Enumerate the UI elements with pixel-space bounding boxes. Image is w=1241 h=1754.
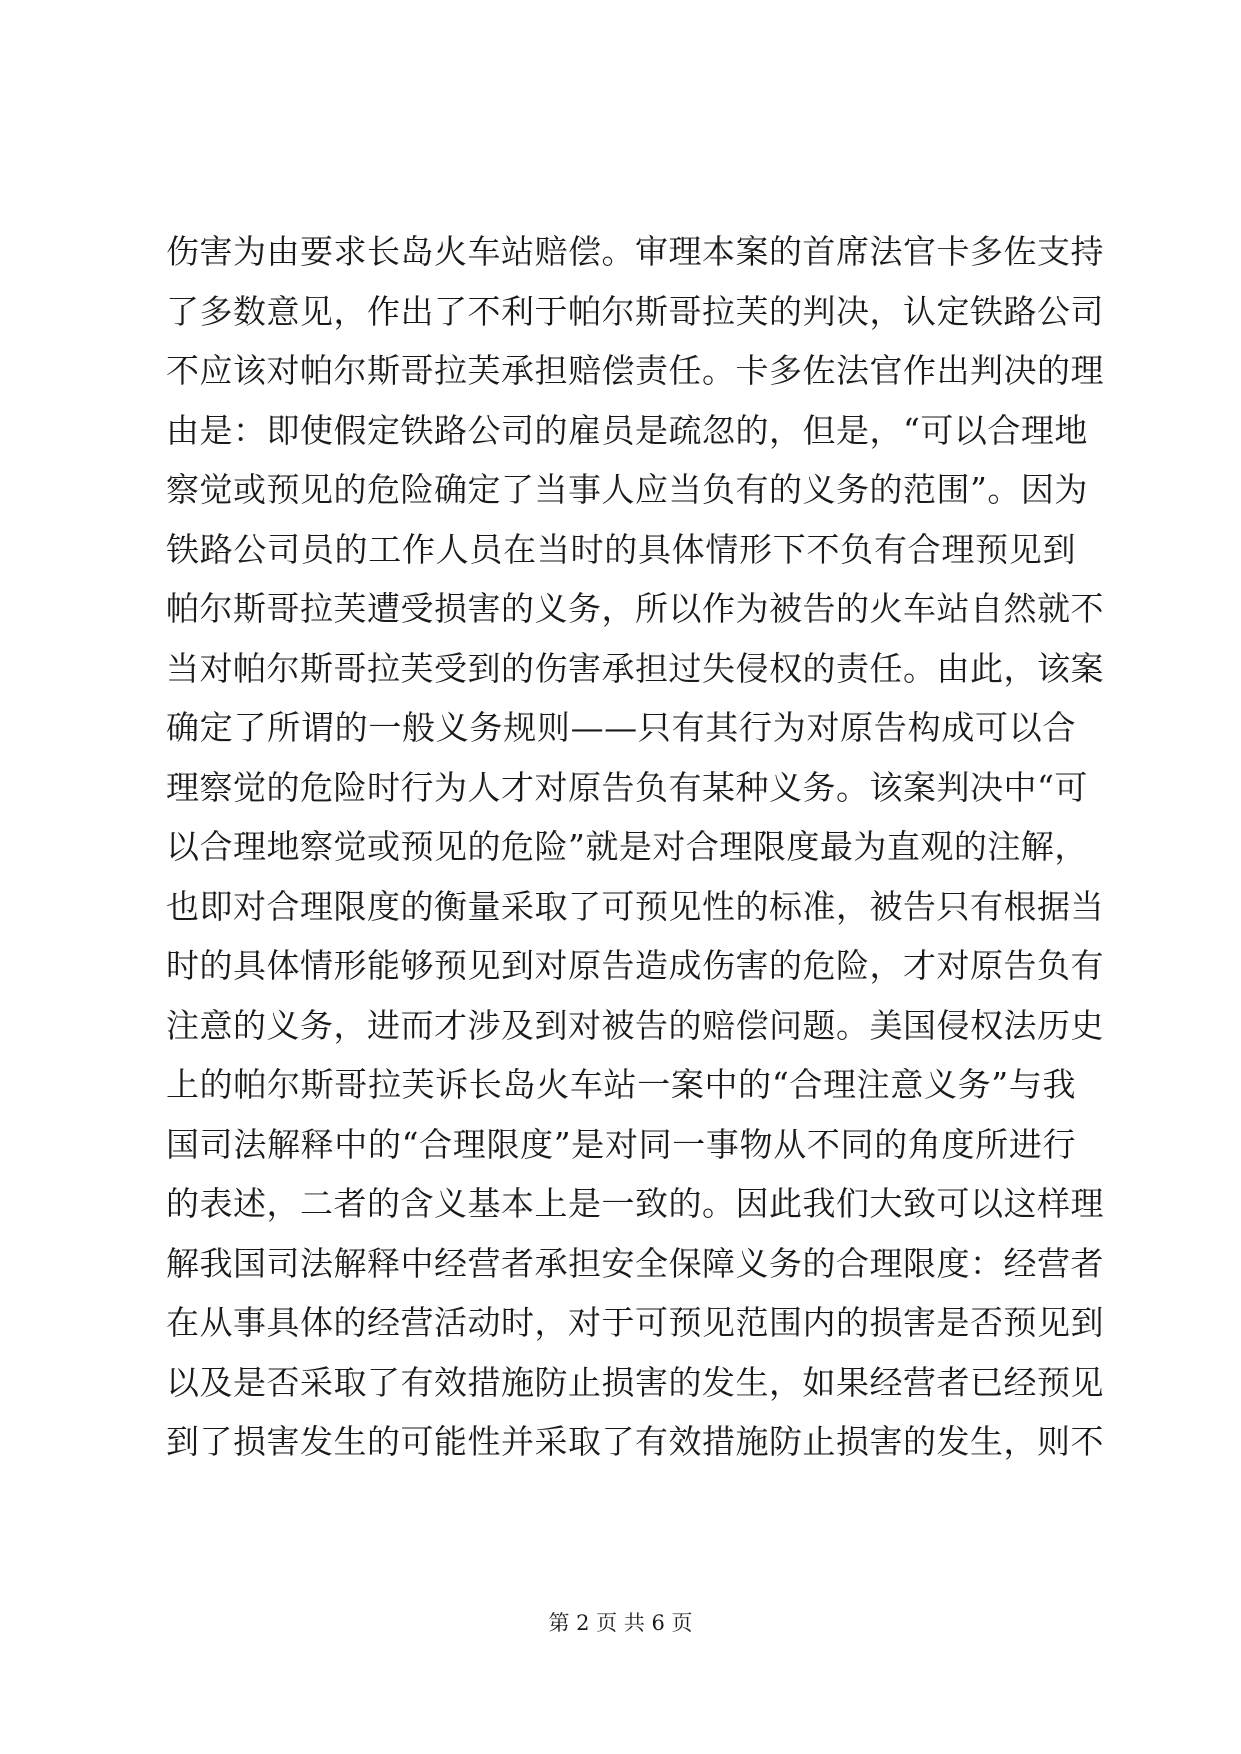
text-line: 在从事具体的经营活动时，对于可预见范围内的损害是否预见到 xyxy=(166,1303,1104,1342)
text-line: 国司法解释中的“合理限度”是对同一事物从不同的角度所进行 xyxy=(166,1124,1076,1164)
text-line: 理察觉的危险时行为人才对原告负有某种义务。该案判决中“可 xyxy=(166,767,1088,807)
text-line: 当对帕尔斯哥拉芙受到的伤害承担过失侵权的责任。由此，该案 xyxy=(166,648,1104,688)
body-paragraph xyxy=(166,222,1104,1472)
text-line: 时的具体情形能够预见到对原告造成伤害的危险，才对原告负有 xyxy=(166,946,1104,985)
text-line: 帕尔斯哥拉芙遭受损害的义务，所以作为被告的火车站自然就不 xyxy=(166,589,1104,628)
text-line: 确定了所谓的一般义务规则——只有其行为对原告构成可以合 xyxy=(166,708,1076,747)
text-line: 不应该对帕尔斯哥拉芙承担赔偿责任。卡多佐法官作出判决的理 xyxy=(166,351,1104,390)
text-line: 以及是否采取了有效措施防止损害的发生，如果经营者已经预见 xyxy=(166,1362,1104,1402)
text-line: 的表述，二者的含义基本上是一致的。因此我们大致可以这样理 xyxy=(166,1184,1104,1223)
text-line: 解我国司法解释中经营者承担安全保障义务的合理限度：经营者 xyxy=(166,1243,1104,1283)
text-line: 由是：即使假定铁路公司的雇员是疏忽的，但是，“可以合理地 xyxy=(166,410,1088,450)
text-line: 了多数意见，作出了不利于帕尔斯哥拉芙的判决，认定铁路公司 xyxy=(166,291,1104,331)
text-line: 伤害为由要求长岛火车站赔偿。审理本案的首席法官卡多佐支持 xyxy=(166,232,1104,271)
text-line: 上的帕尔斯哥拉芙诉长岛火车站一案中的“合理注意义务”与我 xyxy=(166,1065,1076,1104)
text-line: 到了损害发生的可能性并采取了有效措施防止损害的发生，则不 xyxy=(166,1422,1104,1461)
text-line: 察觉或预见的危险确定了当事人应当负有的义务的范围”。因为 xyxy=(166,470,1088,509)
text-line: 铁路公司员的工作人员在当时的具体情形下不负有合理预见到 xyxy=(166,529,1076,569)
text-line: 注意的义务，进而才涉及到对被告的赔偿问题。美国侵权法历史 xyxy=(166,1005,1104,1045)
text-line: 以合理地察觉或预见的危险”就是对合理限度最为直观的注解， xyxy=(166,827,1088,866)
page-number-footer: 第 2 页 共 6 页 xyxy=(548,1611,693,1635)
text-line: 也即对合理限度的衡量采取了可预见性的标准，被告只有根据当 xyxy=(166,886,1104,926)
